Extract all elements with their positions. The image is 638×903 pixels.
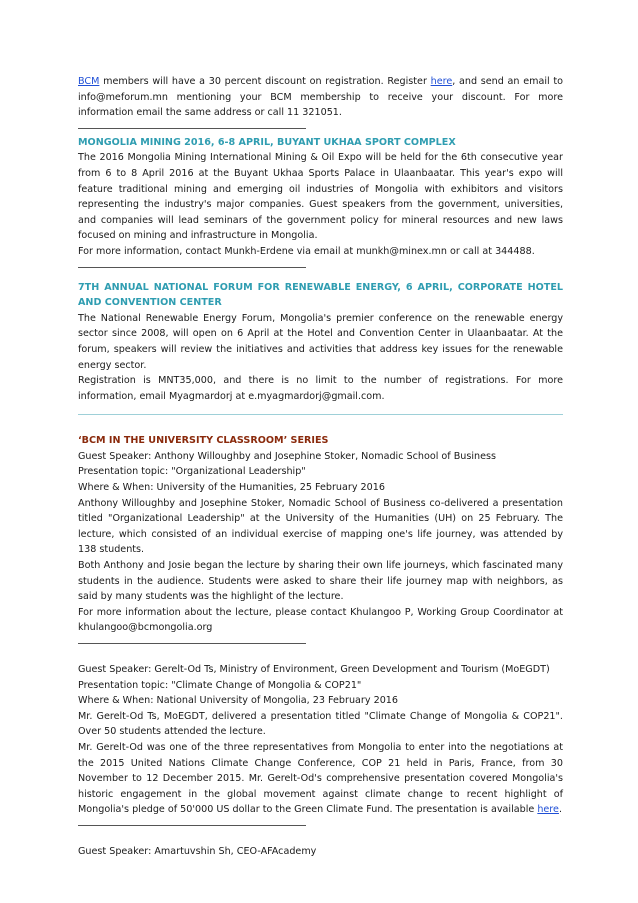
- register-here-link[interactable]: here: [430, 76, 453, 87]
- talk1-paragraph-2: Both Anthony and Josie began the lecture by sharing their own life journeys, which fascinated many students in the audience. Students were asked to share their life journey map with neighbors, as said by many students was the highlight of the lecture.: [78, 560, 563, 603]
- talk1-speaker: Guest Speaker: Anthony Willoughby and Josephine Stoker, Nomadic School of Business: [78, 450, 497, 462]
- talk1-where: Where & When: University of the Humanities, 25 February 2016: [78, 482, 385, 494]
- divider-short: [78, 128, 306, 129]
- talk1-topic: Presentation topic: "Organizational Leadership": [78, 466, 306, 478]
- bcm-link[interactable]: BCM: [78, 76, 100, 87]
- talk2-speaker: Guest Speaker: Gerelt-Od Ts, Ministry of Environment, Green Development and Tourism (MoEGDT): [78, 664, 550, 675]
- bcm-text-a: members will have a 30 percent discount on registration. Register: [99, 76, 431, 87]
- renewable-heading: 7TH ANNUAL NATIONAL FORUM FOR RENEWABLE ENERGY, 6 APRIL, CORPORATE HOTEL AND CONVENTION CENTER: [78, 281, 563, 309]
- talk2-where: Where & When: National University of Mongolia, 23 February 2016: [78, 695, 399, 707]
- talk2-paragraph-1: Mr. Gerelt-Od Ts, MoEGDT, delivered a presentation titled "Climate Change of Mongolia & COP21". Over 50 students attended the lecture.: [78, 710, 563, 738]
- mining-body: The 2016 Mongolia Mining International Mining & Oil Expo will be held for the 6th consecutive year from 6 to 8 April 2016 at the Buyant Ukhaa Sports Palace in Ulaanbaatar. This year's expo will feature traditional mining and emerging oil industries of Mongolia with exhibitors and visitors representing the industry's major companies. Guest speakers from the government, universities, and companies will lead seminars of the government policy for mineral resources and new laws focused on mining and infrastructure in Mongolia.: [78, 152, 563, 242]
- divider-short: [78, 643, 306, 644]
- talk2-topic: Presentation topic: "Climate Change of Mongolia & COP21": [78, 679, 362, 691]
- talk2-paragraph-2-end: .: [558, 804, 563, 816]
- renewable-body: The National Renewable Energy Forum, Mongolia's premier conference on the renewable energy sector since 2008, will open on 6 April at the Hotel and Convention Center in Ulaanbaatar. At the forum, speakers will review the initiatives and activities that address key issues for the renewable energy sector.: [78, 312, 563, 371]
- talk2-paragraph-2: [78, 740, 563, 818]
- divider-short: [78, 267, 306, 268]
- bcm-discount-paragraph: [78, 74, 563, 121]
- document-page: [78, 74, 563, 860]
- divider-short: [78, 825, 306, 826]
- talk1-paragraph-1: Anthony Willoughby and Josephine Stoker, Nomadic School of Business co-delivered a presentation titled "Organizational Leadership" at the University of the Humanities (UH) on 25 February. The lecture, which consisted of an individual exercise of mapping one's life journey, was attended by 138 students.: [78, 497, 563, 556]
- mining-heading: MONGOLIA MINING 2016, 6-8 APRIL, BUYANT UKHAA SPORT COMPLEX: [78, 136, 456, 148]
- series-heading: ‘BCM IN THE UNIVERSITY CLASSROOM’ SERIES: [78, 435, 329, 447]
- talk3-speaker: Guest Speaker: Amartuvshin Sh, CEO-AFAcademy: [78, 845, 317, 857]
- mining-contact: For more information, contact Munkh-Erdene via email at munkh@minex.mn or call at 344488.: [78, 245, 535, 257]
- talk1-paragraph-3: For more information about the lecture, please contact Khulangoo P, Working Group Coordinator at khulangoo@bcmongolia.org: [78, 606, 563, 634]
- presentation-here-link[interactable]: here: [537, 804, 559, 816]
- talk2-paragraph-2-text: Mr. Gerelt-Od was one of the three representatives from Mongolia to enter into the negotiations at the 2015 United Nations Climate Change Conference, COP 21 held in Paris, France, from 30 November to 12 December 2015. Mr. Gerelt-Od's comprehensive presentation covered Mongolia's historic engagement in the global movement against climate change to recent highlight of Mongolia's pledge of 50'000 US dollar to the Green Climate Fund. The presentation is available: [78, 741, 563, 816]
- bcm-text-b: , and send an email to info@meforum.mn mentioning your BCM membership to receive your discount. For more information email the same address or call 11 321051.: [78, 76, 563, 119]
- renewable-registration: Registration is MNT35,000, and there is no limit to the number of registrations. For more information, email Myagmardorj at e.myagmardorj@gmail.com.: [78, 375, 563, 402]
